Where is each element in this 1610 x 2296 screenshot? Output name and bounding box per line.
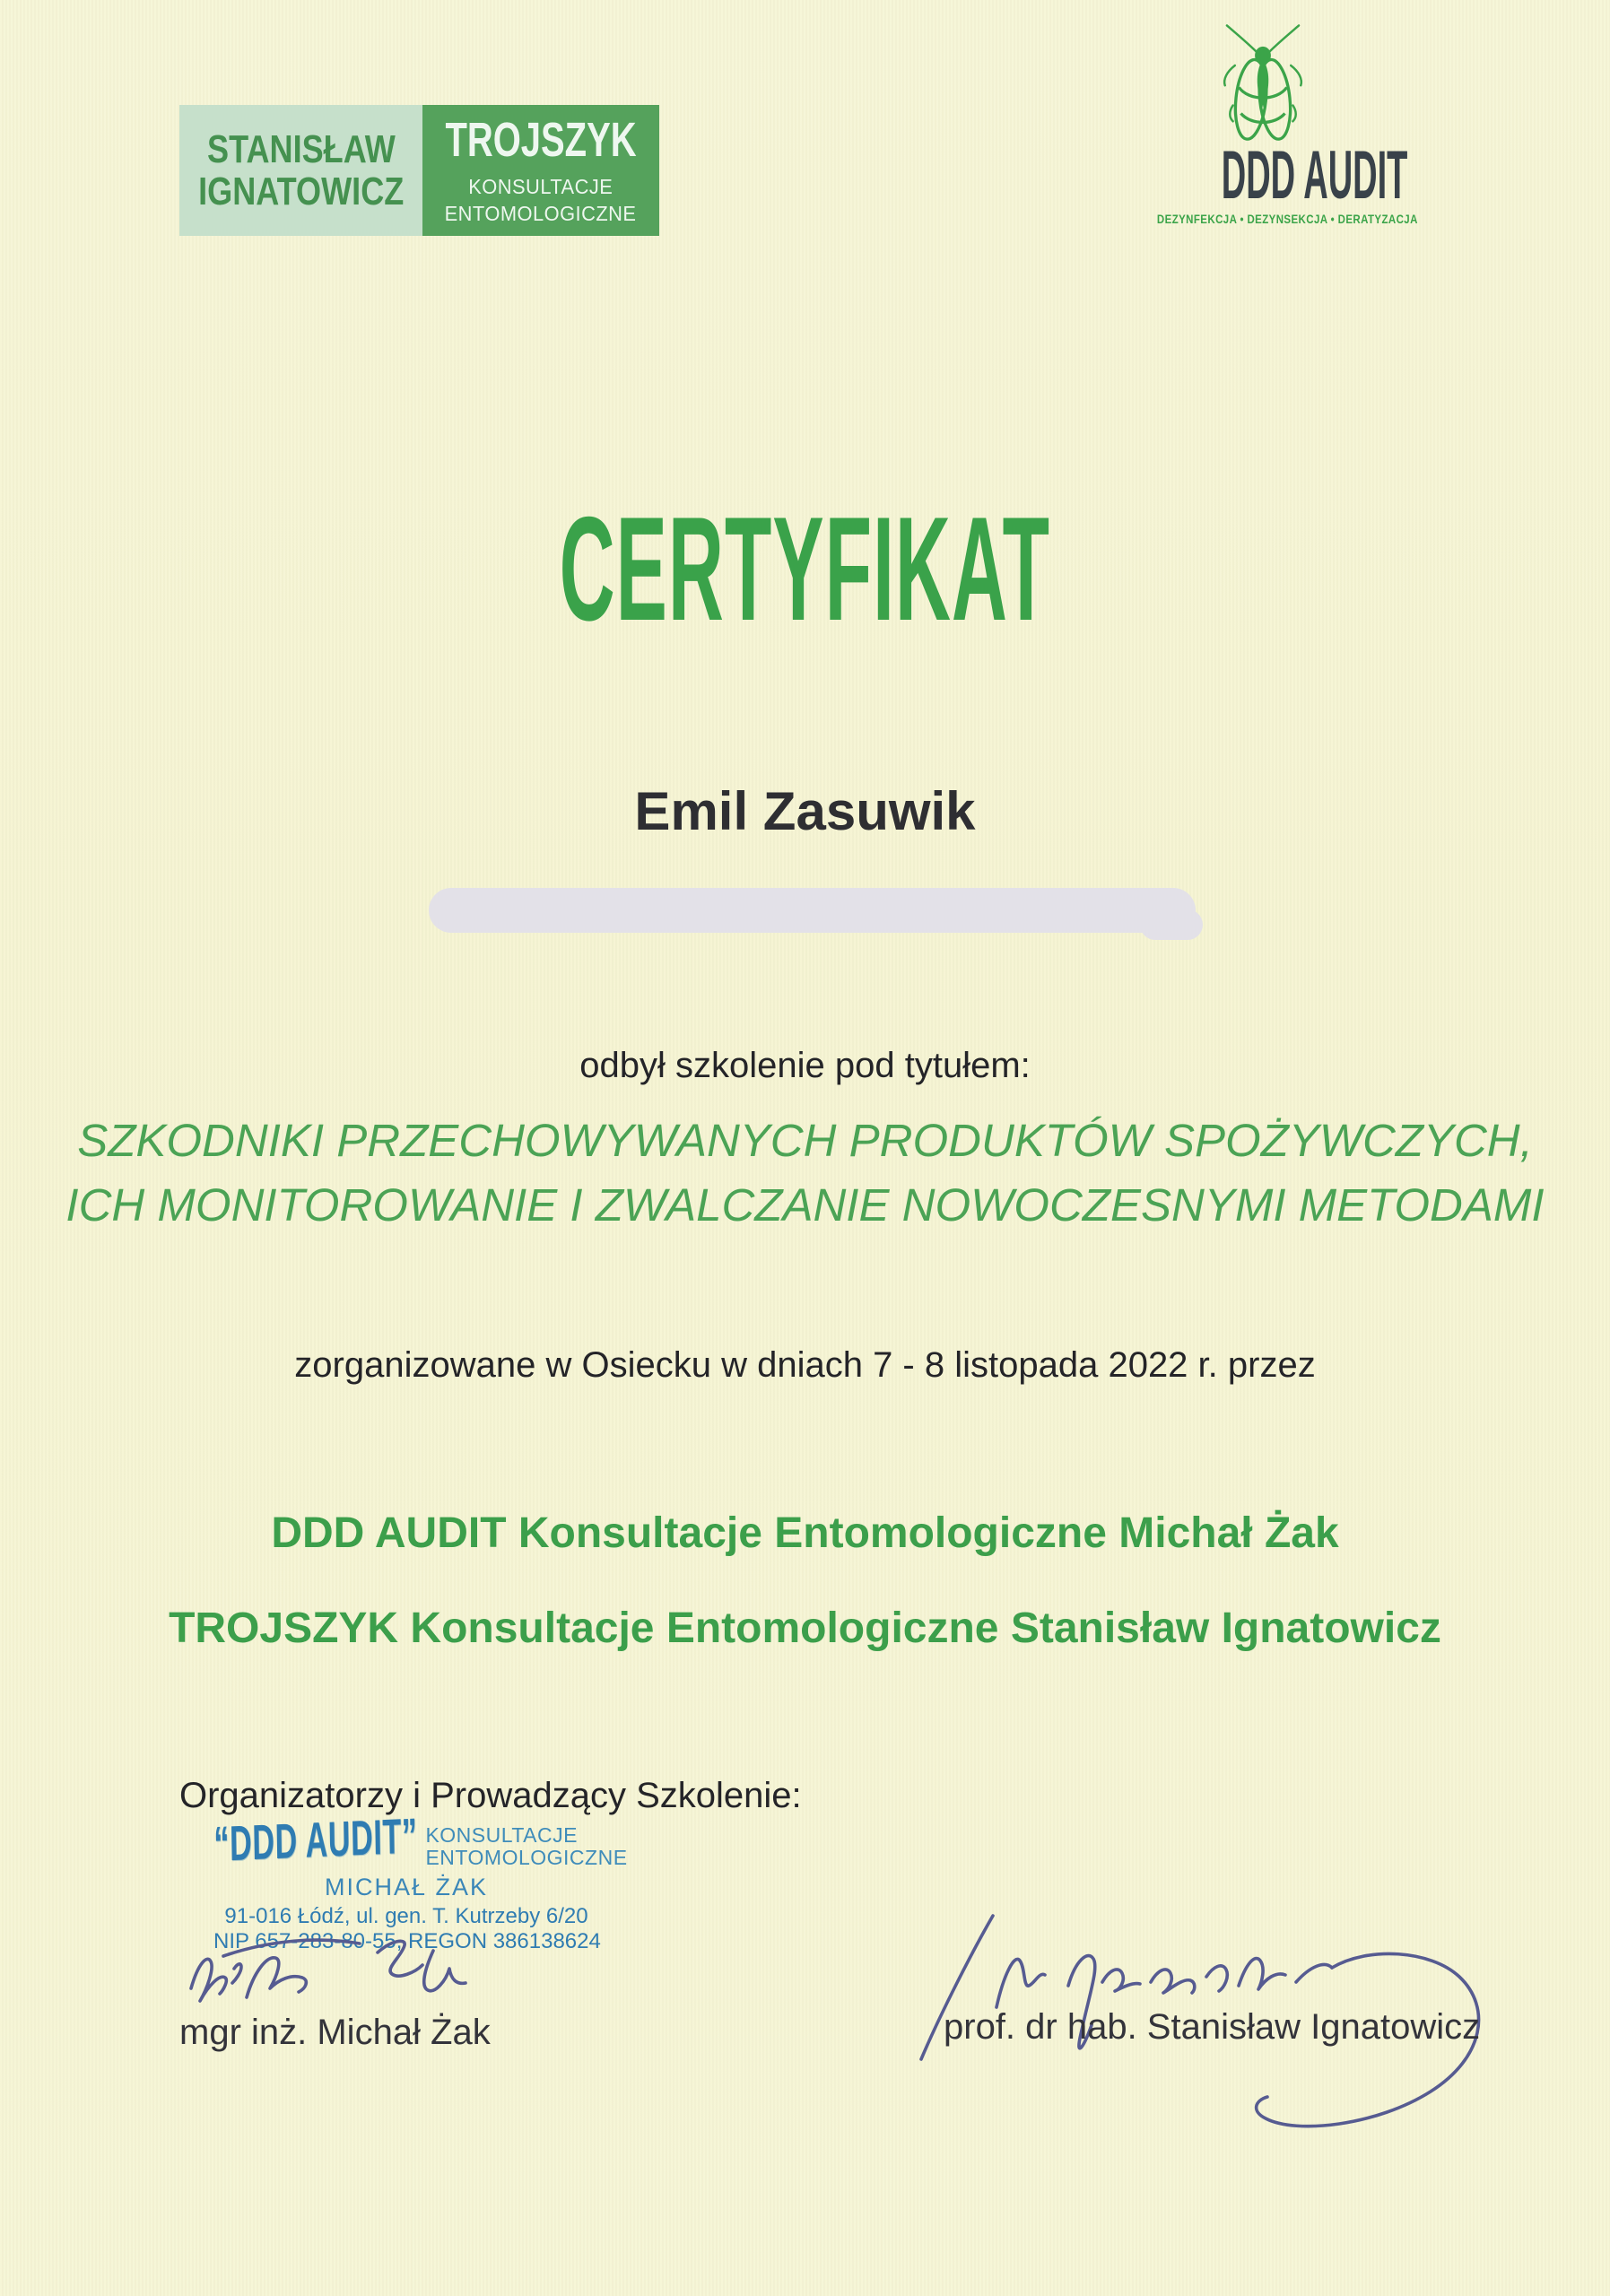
badge-right-panel [422, 105, 659, 236]
stamp-company-type [425, 1824, 627, 1869]
course-title-line1: SZKODNIKI PRZECHOWYWANYCH PRODUKTÓW SPOŻYWCZYCH, [77, 1115, 1533, 1166]
stamp-type-line2: ENTOMOLOGICZNE [425, 1846, 628, 1869]
redaction-bar [429, 888, 1196, 933]
stamp-company-name: “DDD AUDIT” [213, 1807, 419, 1872]
logo-tagline: DEZYNFEKCJA • DEZYNSEKCJA • DERATYZACJA [1156, 212, 1418, 226]
stamp-header-row [213, 1807, 628, 1872]
badge-brand: TROJSZYK [445, 113, 637, 167]
intro-line: odbył szkolenie pod tytułem: [579, 1046, 1031, 1085]
badge-name-line1: STANISŁAW [206, 127, 396, 171]
badge-sub-line2: ENTOMOLOGICZNE [445, 202, 637, 225]
logo-title: DDD AUDIT [1221, 137, 1408, 213]
course-title-line2: ICH MONITOROWANIE I ZWALCZANIE NOWOCZESNYMI METODAMI [65, 1179, 1545, 1231]
right-signatory-name: prof. dr hab. Stanisław Ignatowicz [944, 2007, 1481, 2047]
trojszyk-badge [179, 105, 659, 236]
stamp-address: 91-016 Łódź, ul. gen. T. Kutrzeby 6/20 [224, 1904, 588, 1928]
badge-sub-line1: KONSULTACJE [468, 175, 614, 198]
course-title [0, 1109, 1610, 1238]
ddd-audit-logo [1128, 22, 1418, 228]
left-signatory-name: mgr inż. Michał Żak [179, 2013, 491, 2052]
organizer-line1: DDD AUDIT Konsultacje Entomologiczne Michał Żak [271, 1509, 1339, 1557]
moth-icon [1213, 22, 1313, 145]
stamp-tax-ids: NIP 657-283-80-55, REGON 386138624 [213, 1929, 601, 1953]
footer-label: Organizatorzy i Prowadzący Szkolenie: [179, 1776, 802, 1815]
badge-left-panel [179, 105, 422, 236]
stamp-person-name: MICHAŁ ŻAK [324, 1874, 489, 1900]
organizer-line2: TROJSZYK Konsultacje Entomologiczne Stanisław Ignatowicz [169, 1605, 1441, 1652]
stamp-type-line1: KONSULTACJE [425, 1823, 578, 1847]
recipient-name: Emil Zasuwik [634, 781, 976, 841]
badge-name-line2: IGNATOWICZ [197, 170, 405, 213]
certificate-title: CERTYFIKAT [559, 486, 1051, 651]
organized-line: zorganizowane w Osiecku w dniach 7 - 8 listopada 2022 r. przez [294, 1345, 1316, 1385]
